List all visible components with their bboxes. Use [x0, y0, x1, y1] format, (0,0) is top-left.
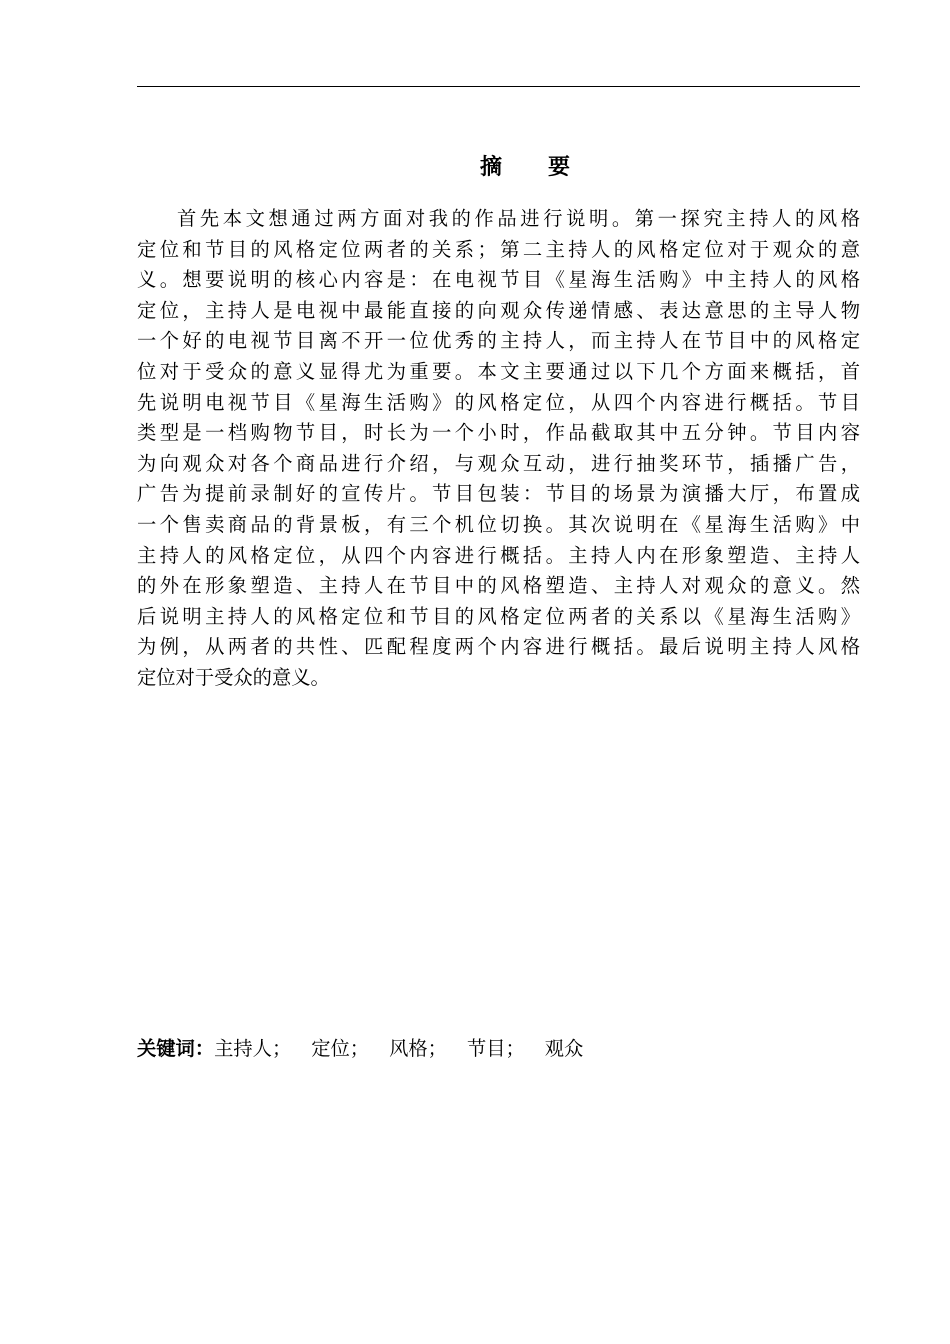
- abstract-line: 后说明主持人的风格定位和节目的风格定位两者的关系以《星海生活购》: [137, 604, 860, 628]
- abstract-line: 一个好的电视节目离不开一位优秀的主持人，而主持人在节目中的风格定: [137, 329, 860, 353]
- abstract-line: 为例，从两者的共性、匹配程度两个内容进行概括。最后说明主持人风格: [137, 635, 860, 659]
- abstract-line: 定位对于受众的意义。: [137, 665, 330, 689]
- abstract-body: [137, 204, 860, 694]
- keyword-item: 主持人；: [214, 1037, 292, 1060]
- abstract-line: 一个售卖商品的背景板，有三个机位切换。其次说明在《星海生活购》中: [137, 512, 860, 536]
- keyword-item: 风格；: [389, 1037, 447, 1060]
- abstract-line: 首先本文想通过两方面对我的作品进行说明。第一探究主持人的风格: [177, 207, 860, 230]
- header-rule: [137, 86, 860, 87]
- abstract-line: 广告为提前录制好的宣传片。节目包装：节目的场景为演播大厅，布置成: [137, 482, 860, 506]
- abstract-line: 为向观众对各个商品进行介绍，与观众互动，进行抽奖环节，插播广告，: [137, 451, 860, 475]
- abstract-line: 的外在形象塑造、主持人在节目中的风格塑造、主持人对观众的意义。然: [137, 574, 860, 598]
- abstract-line: 义。想要说明的核心内容是：在电视节目《星海生活购》中主持人的风格: [137, 268, 860, 292]
- abstract-title-char-1: 摘: [479, 155, 502, 180]
- keywords-label: 关键词：: [137, 1037, 215, 1060]
- keyword-item: 定位；: [311, 1037, 370, 1060]
- abstract-line: 主持人的风格定位，从四个内容进行概括。主持人内在形象塑造、主持人: [137, 543, 860, 567]
- abstract-line: 位对于受众的意义显得尤为重要。本文主要通过以下几个方面来概括，首: [137, 359, 860, 383]
- abstract-line: 先说明电视节目《星海生活购》的风格定位，从四个内容进行概括。节目: [137, 390, 860, 414]
- abstract-line: 类型是一档购物节目，时长为一个小时，作品截取其中五分钟。节目内容: [137, 421, 860, 445]
- keyword-item: 节目；: [466, 1037, 525, 1060]
- abstract-line: 定位和节目的风格定位两者的关系；第二主持人的风格定位对于观众的意: [137, 237, 860, 261]
- abstract-line: 定位，主持人是电视中最能直接的向观众传递情感、表达意思的主导人物: [137, 298, 860, 322]
- abstract-title: [0, 150, 950, 181]
- abstract-title-char-2: 要: [548, 155, 571, 180]
- keywords: [137, 1034, 583, 1064]
- keyword-item: 观众: [544, 1037, 584, 1060]
